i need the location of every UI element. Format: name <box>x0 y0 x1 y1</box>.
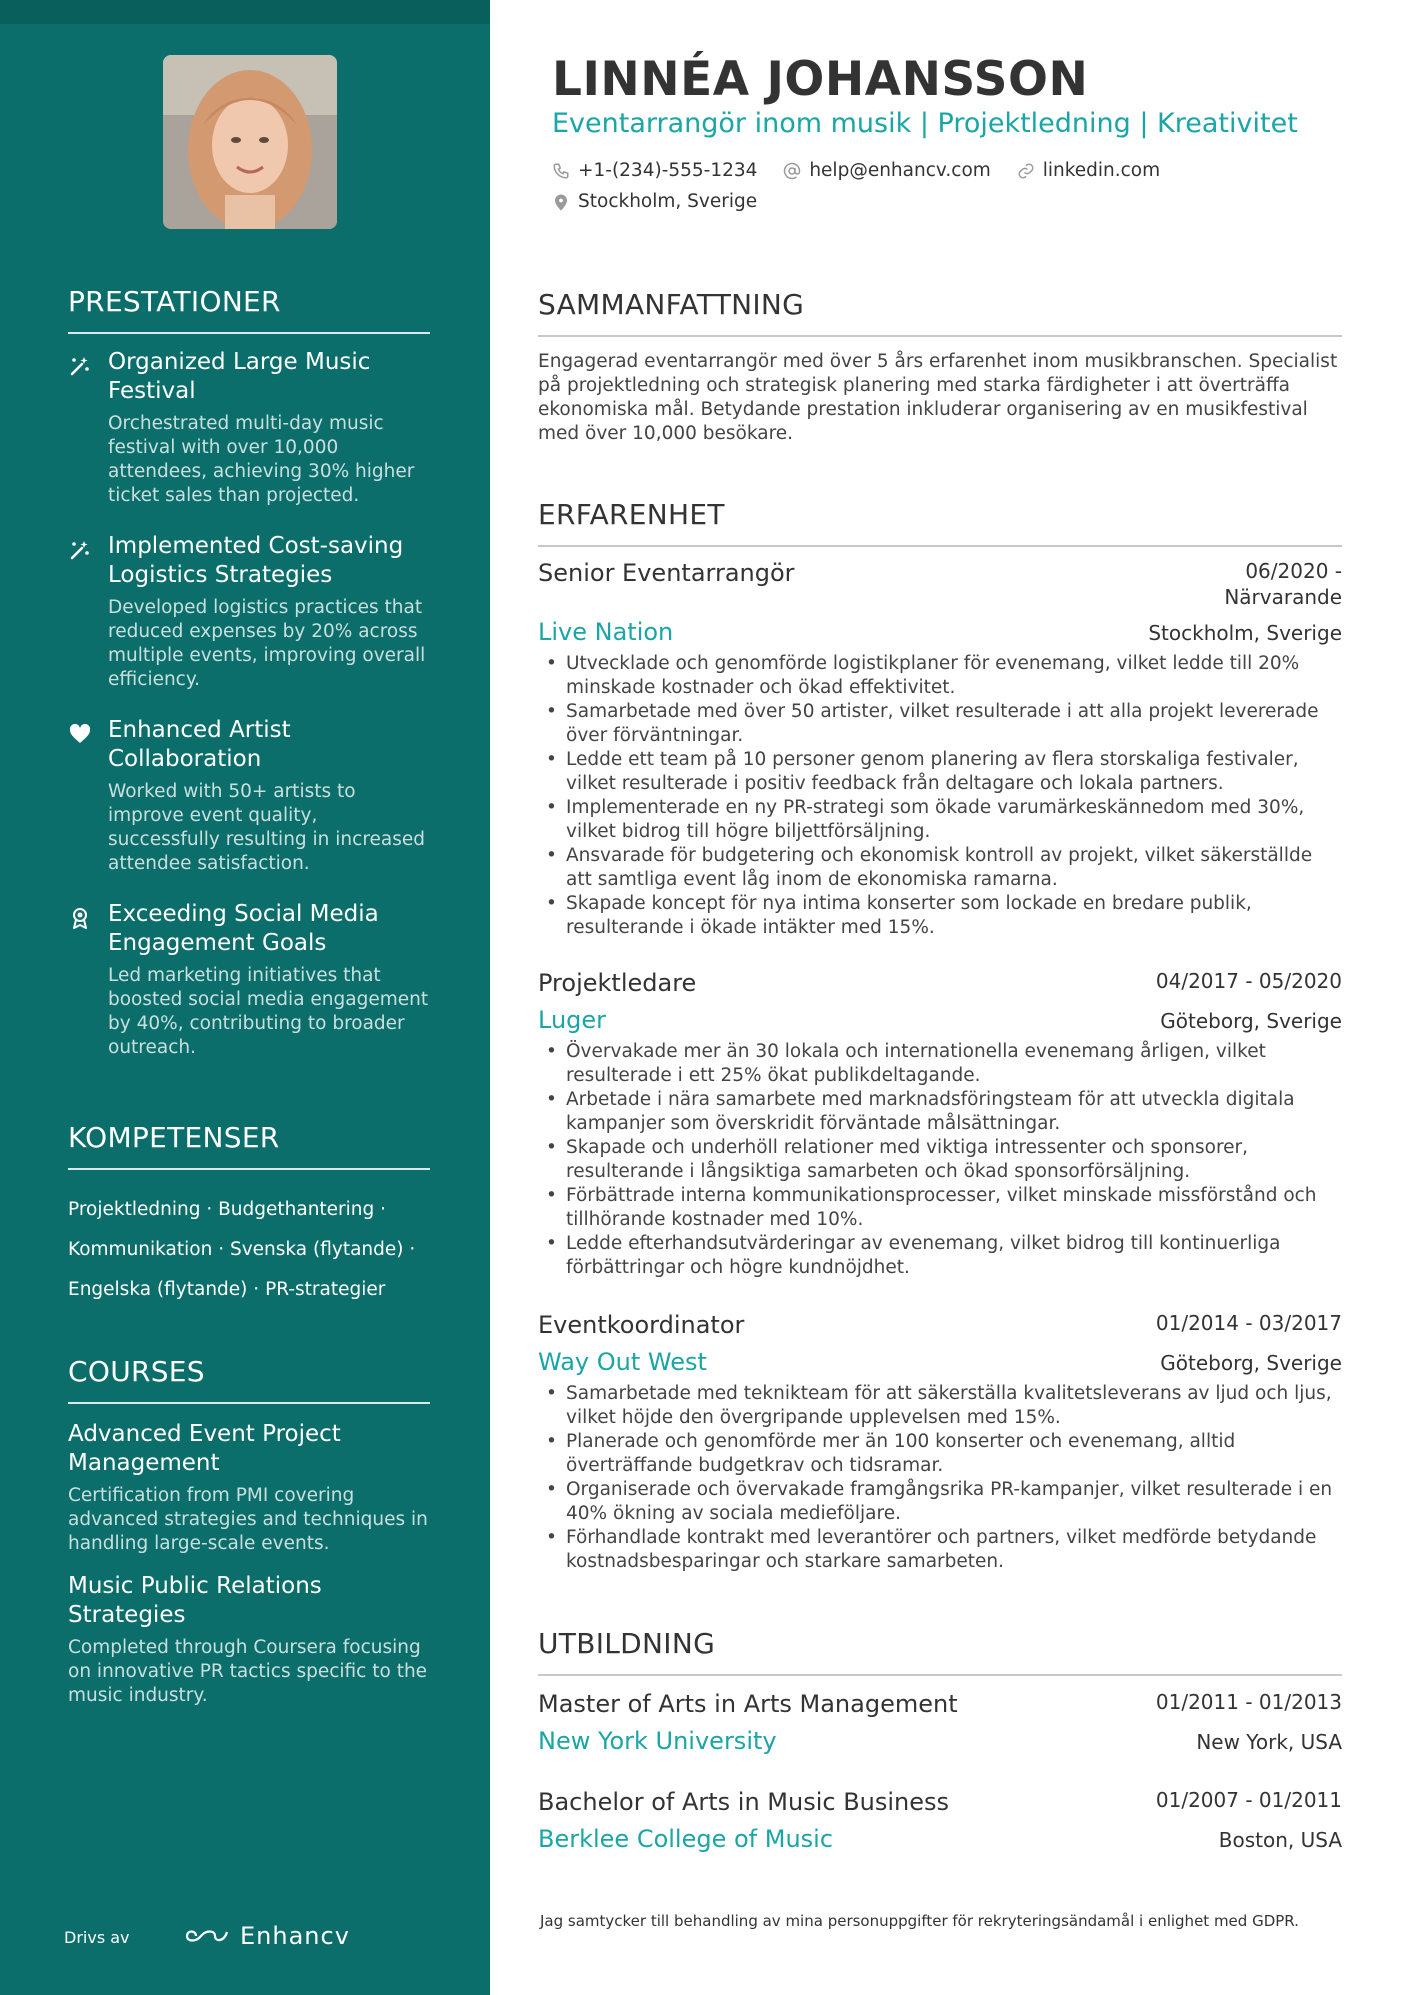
education-title: UTBILDNING <box>538 1627 1342 1676</box>
contact-phone-text: +1-(234)-555-1234 <box>578 160 758 181</box>
gdpr-consent: Jag samtycker till behandling av mina personuppgifter för rekryteringsändamål i enlighet med GDPR. <box>540 1912 1299 1930</box>
contact-phone[interactable] <box>552 160 757 181</box>
achievements-section <box>68 285 430 1084</box>
job-role: Eventkoordinator <box>538 1311 745 1339</box>
course-desc: Certification from PMI covering advanced strategies and techniques in handling large-scale events. <box>68 1485 428 1554</box>
skills-list: Projektledning · Budgethantering · Kommunikation · Svenska (flytande) · Engelska (flytande) · PR-strategier <box>68 1199 416 1300</box>
job-bullet: • Samarbetade med teknikteam för att säkerställa kvalitetsleverans av ljud och ljus, vilket höjde den övergripande upplevelsen med 15%. <box>538 1382 1342 1430</box>
job-company: Live Nation <box>538 618 674 646</box>
infinity-logo-icon <box>184 1924 230 1948</box>
job-bullet: • Ansvarade för budgetering och ekonomisk kontroll av projekt, vilket säkerställde att samtliga event låg inom de ekonomiska ramarna. <box>538 844 1342 892</box>
location-pin-icon <box>552 193 570 211</box>
job-role: Projektledare <box>538 969 697 997</box>
award-ribbon-icon <box>68 906 92 930</box>
job-bullet: • Samarbetade med över 50 artister, vilket resulterade i att alla projekt levererade över förväntningar. <box>538 700 1342 748</box>
course-desc: Completed through Coursera focusing on innovative PR tactics specific to the music industry. <box>68 1637 428 1706</box>
contact-list <box>552 160 1332 222</box>
education-location: New York, USA <box>1196 1730 1342 1754</box>
job-bullet: • Skapade koncept för nya intima konserter som lockade en bredare publik, resulterande i ökade intäkter med 15%. <box>538 892 1342 940</box>
job-bullet: • Förhandlade kontrakt med leverantörer och partners, vilket medförde betydande kostnadsbesparingar och starkare samarbeten. <box>538 1526 1342 1574</box>
contact-email-text: help@enhancv.com <box>809 160 991 181</box>
job-location: Göteborg, Sverige <box>1160 1009 1342 1033</box>
education-date: 01/2011 - 01/2013 <box>1155 1690 1342 1714</box>
job-bullet: • Planerade och genomförde mer än 100 konserter och evenemang, alltid överträffande budgetkrav och tidsramar. <box>538 1430 1342 1478</box>
skill-item: Projektledning <box>68 1199 201 1220</box>
sidebar <box>0 0 490 1995</box>
achievement-desc: Led marketing initiatives that boosted social media engagement by 40%, contributing to broader outreach. <box>108 965 429 1058</box>
magic-wand-icon <box>68 354 92 378</box>
summary-title: SAMMANFATTNING <box>538 288 1342 337</box>
job-location: Göteborg, Sverige <box>1160 1351 1342 1375</box>
achievements-title: PRESTATIONER <box>68 285 430 334</box>
job-bullet: • Övervakade mer än 30 lokala och internationella evenemang årligen, vilket resulterade i ett 25% ökat publikdeltagande. <box>538 1040 1342 1088</box>
job-bullet: • Implementerade en ny PR-strategi som ökade varumärkeskännedom med 30%, vilket bidrog till högre biljettförsäljning. <box>538 796 1342 844</box>
skill-item: PR-strategier <box>265 1279 386 1300</box>
magic-wand-icon <box>68 538 92 562</box>
achievement-title: Organized Large Music Festival <box>108 349 371 404</box>
job-entry <box>538 1310 1342 1574</box>
course-item <box>68 1420 430 1556</box>
phone-icon <box>552 162 570 180</box>
achievement-item <box>68 716 430 876</box>
contact-location-text: Stockholm, Sverige <box>578 191 758 212</box>
skills-section <box>68 1121 430 1310</box>
education-date: 01/2007 - 01/2011 <box>1155 1788 1342 1812</box>
skill-item: Budgethantering <box>218 1199 375 1220</box>
skill-item: Engelska (flytande) <box>68 1279 248 1300</box>
sidebar-top-strip <box>0 0 490 24</box>
achievement-title: Enhanced Artist Collaboration <box>108 717 291 772</box>
education-degree: Master of Arts in Arts Management <box>538 1690 958 1718</box>
enhancv-logo[interactable] <box>184 1922 350 1950</box>
at-sign-icon <box>783 162 801 180</box>
candidate-name: LINNÉA JOHANSSON <box>552 52 1089 107</box>
job-entry <box>538 968 1342 1280</box>
achievement-item <box>68 532 430 692</box>
job-date: 04/2017 - 05/2020 <box>1155 969 1342 993</box>
courses-title: COURSES <box>68 1355 430 1404</box>
achievement-title: Implemented Cost-saving Logistics Strategies <box>108 533 404 588</box>
job-location: Stockholm, Sverige <box>1148 621 1342 645</box>
job-bullet: • Utvecklade och genomförde logistikplaner för evenemang, vilket ledde till 20% minskade kostnader och ökad effektivitet. <box>538 652 1342 700</box>
education-degree: Bachelor of Arts in Music Business <box>538 1788 950 1816</box>
achievement-item <box>68 348 430 508</box>
achievement-desc: Orchestrated multi-day music festival with over 10,000 attendees, achieving 30% higher ticket sales than projected. <box>108 413 415 506</box>
course-title: Music Public Relations Strategies <box>68 1573 322 1628</box>
skills-title: KOMPETENSER <box>68 1121 430 1170</box>
job-entry <box>538 558 1342 940</box>
heart-icon <box>68 722 92 746</box>
job-bullet: • Organiserade och övervakade framgångsrika PR-kampanjer, vilket resulterade i en 40% ökning av sociala medieföljare. <box>538 1478 1342 1526</box>
job-bullet: • Skapade och underhöll relationer med viktiga intressenter och sponsorer, resulterande i långsiktiga samarbeten och ökad sponsorförsäljning. <box>538 1136 1342 1184</box>
contact-linkedin-text: linkedin.com <box>1042 160 1161 181</box>
course-title: Advanced Event Project Management <box>68 1421 341 1476</box>
education-entry <box>538 1689 1342 1755</box>
achievements-list <box>68 348 430 1060</box>
powered-by-label: Drivs av <box>64 1928 130 1947</box>
job-date: 01/2014 - 03/2017 <box>1155 1311 1342 1335</box>
course-item <box>68 1572 430 1708</box>
experience-title: ERFARENHET <box>538 498 1342 547</box>
contact-email[interactable] <box>783 160 990 181</box>
achievement-item <box>68 900 430 1060</box>
achievement-title: Exceeding Social Media Engagement Goals <box>108 901 379 956</box>
job-role: Senior Eventarrangör <box>538 559 795 587</box>
summary-text: Engagerad eventarrangör med över 5 års erfarenhet inom musikbranschen. Specialist på projektledning och strategisk planering med starka färdigheter i att överträffa ekonomiska mål. Betydande prestation inkluderar organisering av en musikfestival med över 10,000 besökare. <box>538 351 1338 444</box>
education-school: New York University <box>538 1727 777 1755</box>
achievement-desc: Developed logistics practices that reduced expenses by 20% across multiple events, improving overall efficiency. <box>108 597 426 690</box>
education-school: Berklee College of Music <box>538 1825 834 1853</box>
courses-section <box>68 1355 430 1722</box>
job-company: Way Out West <box>538 1348 707 1376</box>
job-bullets <box>538 1382 1342 1574</box>
education-entry <box>538 1787 1342 1853</box>
brand-name: Enhancv <box>240 1922 350 1950</box>
skill-item: Svenska (flytande) <box>229 1239 404 1260</box>
job-bullets <box>538 652 1342 940</box>
job-bullet: • Ledde ett team på 10 personer genom planering av flera storskaliga festivaler, vilket resulterade i positiv feedback från deltagare och lokala partners. <box>538 748 1342 796</box>
achievement-desc: Worked with 50+ artists to improve event quality, successfully resulting in increased attendee satisfaction. <box>108 781 426 874</box>
link-icon <box>1017 162 1035 180</box>
skill-item: Kommunikation <box>68 1239 213 1260</box>
education-location: Boston, USA <box>1218 1828 1342 1852</box>
job-date: 06/2020 - Närvarande <box>1224 559 1342 609</box>
contact-linkedin[interactable] <box>1017 160 1160 181</box>
job-bullet: • Ledde efterhandsutvärderingar av evenemang, vilket bidrog till kontinuerliga förbättringar och högre kundnöjdhet. <box>538 1232 1342 1280</box>
profile-photo <box>163 55 337 229</box>
job-bullets <box>538 1040 1342 1280</box>
job-bullet: • Förbättrade interna kommunikationsprocesser, vilket minskade missförstånd och tillhörande kostnader med 10%. <box>538 1184 1342 1232</box>
job-company: Luger <box>538 1006 607 1034</box>
candidate-tagline: Eventarrangör inom musik | Projektledning | Kreativitet <box>552 108 1298 139</box>
contact-location <box>552 191 757 212</box>
job-bullet: • Arbetade i nära samarbete med marknadsföringsteam för att utveckla digitala kampanjer som överskridit förväntade målsättningar. <box>538 1088 1342 1136</box>
